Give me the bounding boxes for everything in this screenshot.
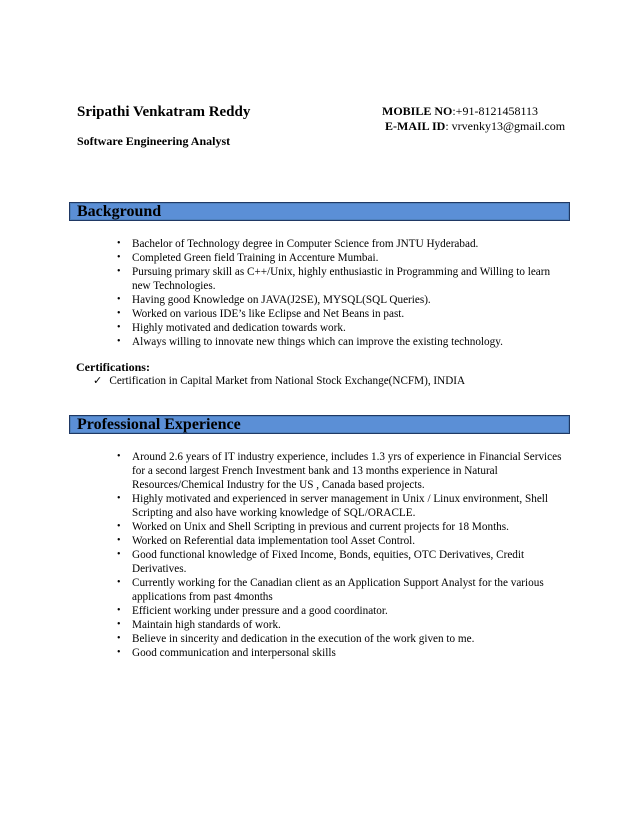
bullet-icon: • bbox=[117, 238, 121, 249]
mobile-value: :+91-8121458113 bbox=[452, 104, 538, 118]
email-line bbox=[382, 119, 565, 134]
experience-section-header bbox=[69, 415, 570, 434]
bullet-icon: • bbox=[117, 336, 121, 347]
bullet-icon: • bbox=[117, 535, 121, 546]
list-item: • Bachelor of Technology degree in Computer Science from JNTU Hyderabad. bbox=[117, 238, 479, 250]
list-item: • Currently working for the Canadian client as an Application Support Analyst for the various applications from past 4months bbox=[117, 577, 544, 603]
contact-block bbox=[382, 104, 565, 134]
list-item: • Worked on Unix and Shell Scripting in previous and current projects for 18 Months. bbox=[117, 521, 509, 533]
bullet-icon: • bbox=[117, 322, 121, 333]
bullet-icon: • bbox=[117, 619, 121, 630]
bullet-icon: • bbox=[117, 493, 121, 504]
bullet-icon: • bbox=[117, 294, 121, 305]
background-title: Background bbox=[77, 203, 162, 220]
mobile-line bbox=[382, 104, 565, 119]
job-title: Software Engineering Analyst bbox=[77, 134, 231, 148]
bullet-icon: • bbox=[117, 577, 121, 588]
mobile-label: MOBILE NO bbox=[382, 104, 453, 118]
list-item: • Good communication and interpersonal skills bbox=[117, 647, 336, 659]
list-item: • Pursuing primary skill as C++/Unix, highly enthusiastic in Programming and Willing to learn new Technologies. bbox=[117, 266, 551, 292]
bullet-icon: • bbox=[117, 266, 121, 277]
list-item: • Good functional knowledge of Fixed Income, Bonds, equities, OTC Derivatives, Credit Derivatives. bbox=[117, 549, 525, 575]
bullet-icon: • bbox=[117, 521, 121, 532]
certification-text: Certification in Capital Market from National Stock Exchange(NCFM), INDIA bbox=[109, 375, 466, 387]
list-item: • Maintain high standards of work. bbox=[117, 619, 281, 631]
list-item: • Always willing to innovate new things which can improve the existing technology. bbox=[117, 336, 503, 348]
background-list bbox=[117, 237, 562, 349]
certification-item bbox=[93, 374, 465, 387]
email-label: E-MAIL ID bbox=[385, 119, 446, 133]
candidate-name: Sripathi Venkatram Reddy bbox=[77, 104, 251, 120]
list-item: • Worked on Referential data implementation tool Asset Control. bbox=[117, 535, 416, 547]
bullet-icon: • bbox=[117, 549, 121, 560]
list-item: • Highly motivated and dedication towards work. bbox=[117, 322, 346, 334]
experience-list bbox=[117, 450, 562, 660]
list-item: • Worked on various IDE’s like Eclipse and Net Beans in past. bbox=[117, 308, 405, 320]
checkmark-icon: ✓ bbox=[93, 375, 103, 387]
bullet-icon: • bbox=[117, 308, 121, 319]
email-value: : vrvenky13@gmail.com bbox=[445, 119, 566, 133]
list-item: • Believe in sincerity and dedication in the execution of the work given to me. bbox=[117, 633, 475, 645]
bullet-icon: • bbox=[117, 605, 121, 616]
bullet-icon: • bbox=[117, 252, 121, 263]
bullet-icon: • bbox=[117, 451, 121, 462]
list-item: • Around 2.6 years of IT industry experience, includes 1.3 yrs of experience in Financial Services for a second largest French Investment bank and 13 months experience in Natural Resources/Chemical Industry for the US , Canada based projects. bbox=[117, 451, 562, 491]
bullet-icon: • bbox=[117, 647, 121, 658]
bullet-icon: • bbox=[117, 633, 121, 644]
list-item: • Completed Green field Training in Accenture Mumbai. bbox=[117, 252, 379, 264]
list-item: • Highly motivated and experienced in server management in Unix / Linux environment, Shell Scripting and also have working knowledge of SQL/ORACLE. bbox=[117, 493, 549, 519]
list-item: • Having good Knowledge on JAVA(J2SE), MYSQL(SQL Queries). bbox=[117, 294, 431, 306]
background-section-header bbox=[69, 202, 570, 221]
certifications-label: Certifications: bbox=[76, 360, 150, 374]
experience-title: Professional Experience bbox=[77, 416, 241, 433]
list-item: • Efficient working under pressure and a good coordinator. bbox=[117, 605, 388, 617]
